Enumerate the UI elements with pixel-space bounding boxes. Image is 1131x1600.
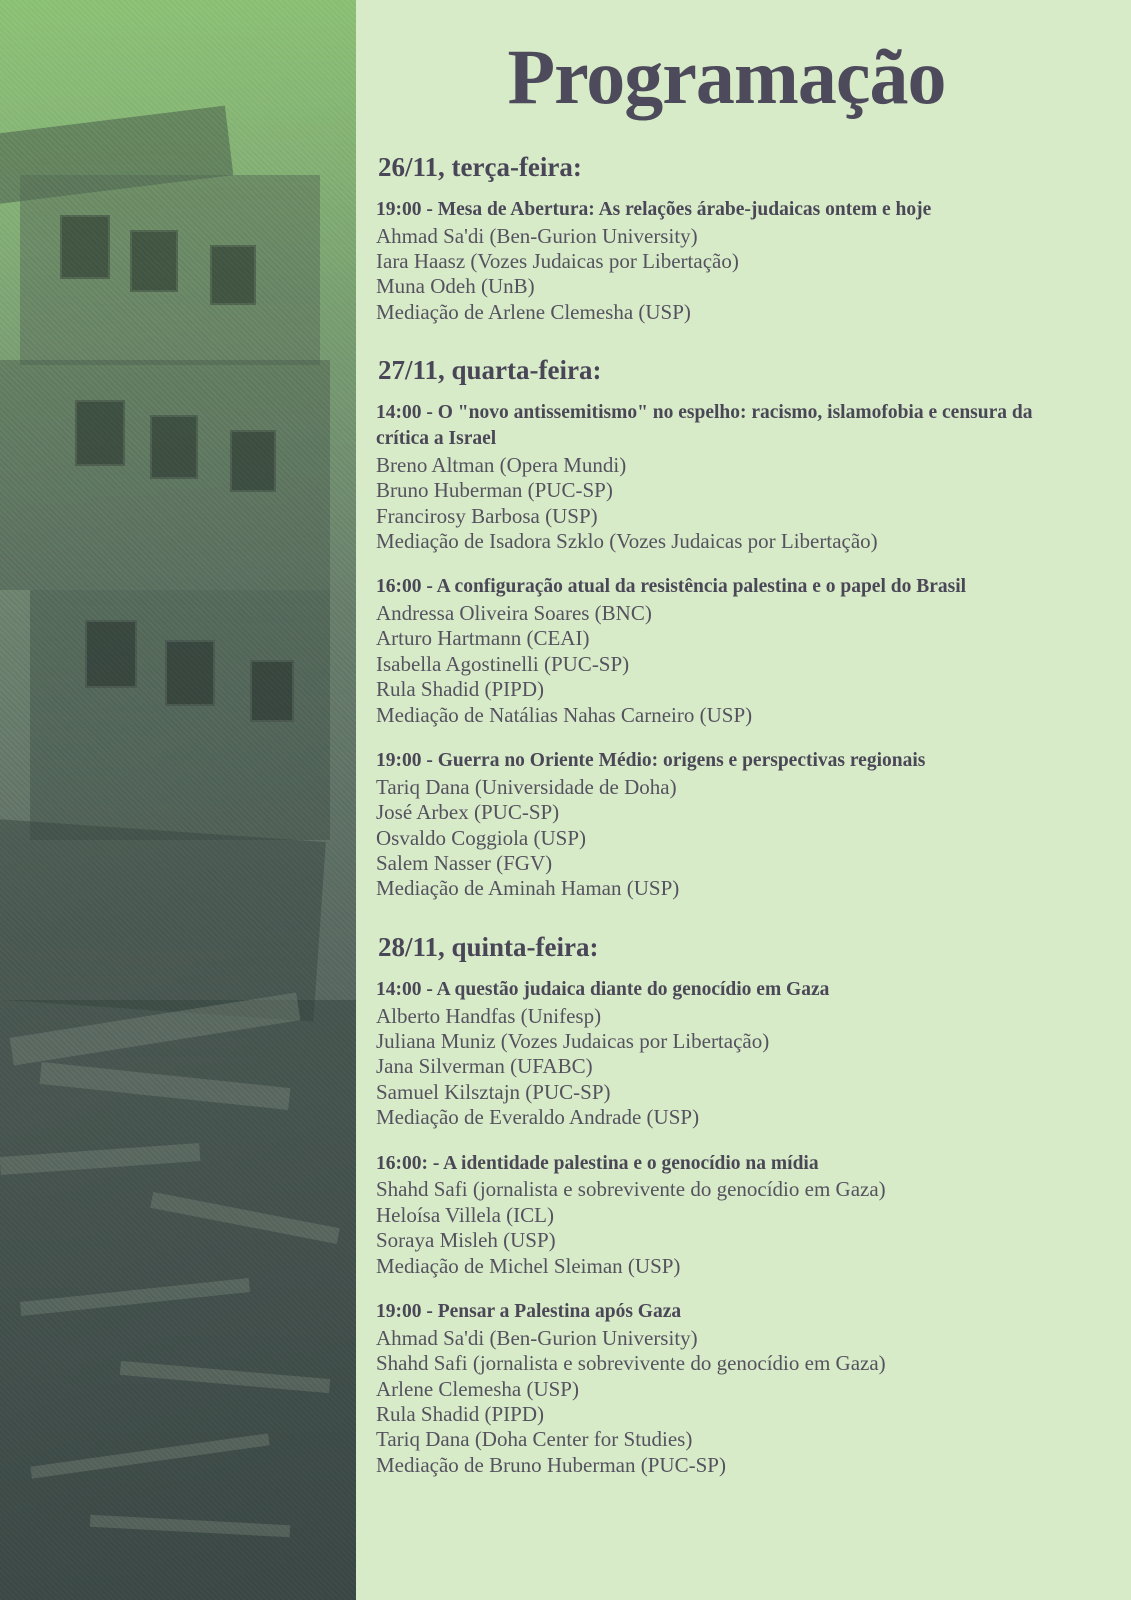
session-speaker: Shahd Safi (jornalista e sobrevivente do genocídio em Gaza) <box>376 1177 886 1202</box>
photo-grain-overlay <box>0 0 356 1600</box>
session-title: 16:00 - A configuração atual da resistência palestina e o papel do Brasil <box>376 576 967 598</box>
session-speaker: Ahmad Sa'di (Ben-Gurion University) <box>376 1325 698 1350</box>
session-speaker: Iara Haasz (Vozes Judaicas por Libertação) <box>376 249 739 274</box>
session-speaker: Osvaldo Coggiola (USP) <box>376 825 586 850</box>
session-title: 14:00 - A questão judaica diante do genocídio em Gaza <box>376 978 830 1000</box>
session-moderator: Mediação de Everaldo Andrade (USP) <box>376 1105 700 1130</box>
session-moderator: Mediação de Isadora Szklo (Vozes Judaicas por Libertação) <box>376 528 878 553</box>
day-heading-2: 27/11, quarta-feira: <box>378 355 602 386</box>
session-speaker: Tariq Dana (Doha Center for Studies) <box>376 1427 693 1452</box>
session-speaker: Rula Shadid (PIPD) <box>376 677 544 702</box>
session-moderator: Mediação de Arlene Clemesha (USP) <box>376 299 691 324</box>
session-speaker: Soraya Misleh (USP) <box>376 1228 556 1253</box>
session-speaker: Samuel Kilsztajn (PUC-SP) <box>376 1079 611 1104</box>
session-block <box>376 977 1077 1131</box>
session-speaker: Jana Silverman (UFABC) <box>376 1054 593 1079</box>
session-block <box>376 197 1077 325</box>
session-block <box>376 748 1077 902</box>
session-speaker: Rula Shadid (PIPD) <box>376 1401 544 1426</box>
session-speaker: Arturo Hartmann (CEAI) <box>376 626 590 651</box>
session-speaker: Juliana Muniz (Vozes Judaicas por Libertação) <box>376 1029 770 1054</box>
session-speaker: Shahd Safi (jornalista e sobrevivente do genocídio em Gaza) <box>376 1351 886 1376</box>
session-speaker: Salem Nasser (FGV) <box>376 851 553 876</box>
session-block <box>376 1299 1077 1478</box>
session-moderator: Mediação de Bruno Huberman (PUC-SP) <box>376 1452 726 1477</box>
session-speaker: Francirosy Barbosa (USP) <box>376 503 598 528</box>
session-block <box>376 574 1077 728</box>
session-title: 16:00: - A identidade palestina e o genocídio na mídia <box>376 1152 819 1174</box>
session-title: 19:00 - Guerra no Oriente Médio: origens e perspectivas regionais <box>376 750 926 772</box>
session-speaker: Muna Odeh (UnB) <box>376 274 535 299</box>
session-moderator: Mediação de Michel Sleiman (USP) <box>376 1253 681 1278</box>
session-block <box>376 1151 1077 1279</box>
session-speaker: Tariq Dana (Universidade de Doha) <box>376 774 677 799</box>
session-speaker: Bruno Huberman (PUC-SP) <box>376 478 613 503</box>
session-speaker: Arlene Clemesha (USP) <box>376 1376 579 1401</box>
session-title: 19:00 - Mesa de Abertura: As relações árabe-judaicas ontem e hoje <box>376 198 932 220</box>
session-speaker: Ahmad Sa'di (Ben-Gurion University) <box>376 223 698 248</box>
session-speaker: Alberto Handfas (Unifesp) <box>376 1003 602 1028</box>
session-speaker: Breno Altman (Opera Mundi) <box>376 452 627 477</box>
session-moderator: Mediação de Natálias Nahas Carneiro (USP) <box>376 702 753 727</box>
day-heading-1: 26/11, terça-feira: <box>378 151 582 182</box>
session-speaker: Andressa Oliveira Soares (BNC) <box>376 601 652 626</box>
session-speaker: Heloísa Villela (ICL) <box>376 1202 554 1227</box>
session-moderator: Mediação de Aminah Haman (USP) <box>376 876 680 901</box>
schedule-content <box>356 0 1131 1600</box>
page-title: Programação <box>507 33 946 120</box>
session-speaker: Isabella Agostinelli (PUC-SP) <box>376 651 630 676</box>
session-speaker: José Arbex (PUC-SP) <box>376 800 560 825</box>
session-block <box>376 400 1077 554</box>
day-heading-3: 28/11, quinta-feira: <box>378 931 599 962</box>
session-title: 19:00 - Pensar a Palestina após Gaza <box>376 1301 682 1322</box>
session-title: 14:00 - O "novo antissemitismo" no espelho: racismo, islamofobia e censura da crítica a Israel <box>376 402 1033 449</box>
rubble-photo <box>0 0 356 1600</box>
